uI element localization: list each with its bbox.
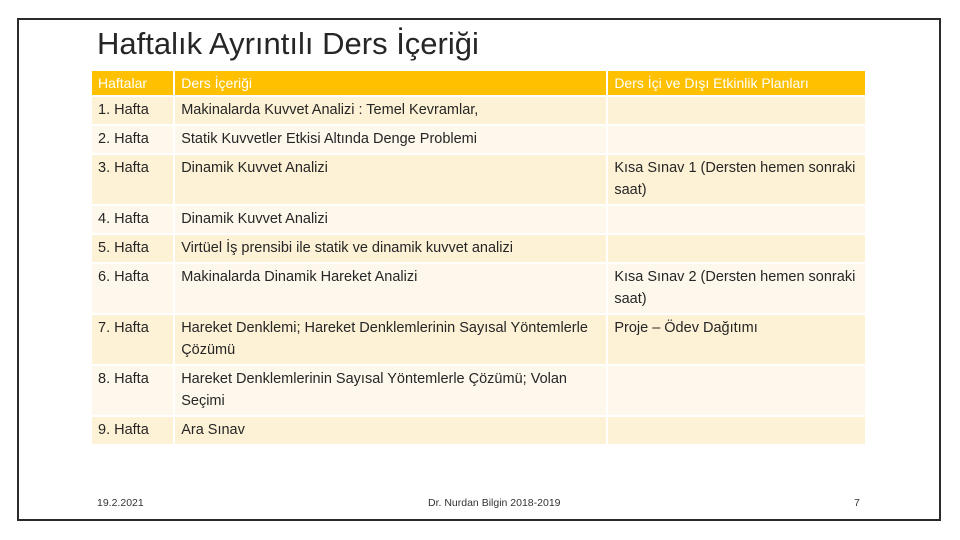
activity-cell bbox=[608, 417, 865, 444]
page-number: 7 bbox=[854, 497, 860, 509]
activity-cell: Kısa Sınav 1 (Dersten hemen sonraki saat) bbox=[608, 155, 865, 204]
table-row bbox=[92, 126, 865, 153]
content-cell: Dinamik Kuvvet Analizi bbox=[175, 155, 606, 204]
activity-cell bbox=[608, 206, 865, 233]
week-cell: 4. Hafta bbox=[92, 206, 173, 233]
table-row bbox=[92, 97, 865, 124]
week-cell: 1. Hafta bbox=[92, 97, 173, 124]
week-cell: 7. Hafta bbox=[92, 315, 173, 364]
content-cell: Virtüel İş prensibi ile statik ve dinamik kuvvet analizi bbox=[175, 235, 606, 262]
footer-author: Dr. Nurdan Bilgin 2018-2019 bbox=[428, 497, 561, 509]
header-content: Ders İçeriği bbox=[175, 71, 606, 95]
table-row bbox=[92, 235, 865, 262]
content-cell: Dinamik Kuvvet Analizi bbox=[175, 206, 606, 233]
slide-title: Haftalık Ayrıntılı Ders İçeriği bbox=[97, 26, 479, 61]
activity-cell bbox=[608, 366, 865, 415]
week-cell: 3. Hafta bbox=[92, 155, 173, 204]
table-row bbox=[92, 155, 865, 204]
table-row bbox=[92, 264, 865, 313]
activity-cell: Kısa Sınav 2 (Dersten hemen sonraki saat) bbox=[608, 264, 865, 313]
week-cell: 9. Hafta bbox=[92, 417, 173, 444]
table-header-row bbox=[92, 71, 865, 95]
header-weeks: Haftalar bbox=[92, 71, 173, 95]
weekly-schedule-table bbox=[90, 69, 867, 446]
content-cell: Makinalarda Kuvvet Analizi : Temel Kevramlar, bbox=[175, 97, 606, 124]
table-row bbox=[92, 366, 865, 415]
table-row bbox=[92, 417, 865, 444]
footer-date: 19.2.2021 bbox=[97, 497, 144, 509]
table-row bbox=[92, 206, 865, 233]
activity-cell: Proje – Ödev Dağıtımı bbox=[608, 315, 865, 364]
week-cell: 8. Hafta bbox=[92, 366, 173, 415]
activity-cell bbox=[608, 235, 865, 262]
content-cell: Hareket Denklemi; Hareket Denklemlerinin Sayısal Yöntemlerle Çözümü bbox=[175, 315, 606, 364]
table-row bbox=[92, 315, 865, 364]
content-cell: Ara Sınav bbox=[175, 417, 606, 444]
week-cell: 6. Hafta bbox=[92, 264, 173, 313]
activity-cell bbox=[608, 97, 865, 124]
content-cell: Statik Kuvvetler Etkisi Altında Denge Problemi bbox=[175, 126, 606, 153]
week-cell: 2. Hafta bbox=[92, 126, 173, 153]
week-cell: 5. Hafta bbox=[92, 235, 173, 262]
header-activities: Ders İçi ve Dışı Etkinlik Planları bbox=[608, 71, 865, 95]
activity-cell bbox=[608, 126, 865, 153]
content-cell: Makinalarda Dinamik Hareket Analizi bbox=[175, 264, 606, 313]
content-cell: Hareket Denklemlerinin Sayısal Yöntemlerle Çözümü; Volan Seçimi bbox=[175, 366, 606, 415]
